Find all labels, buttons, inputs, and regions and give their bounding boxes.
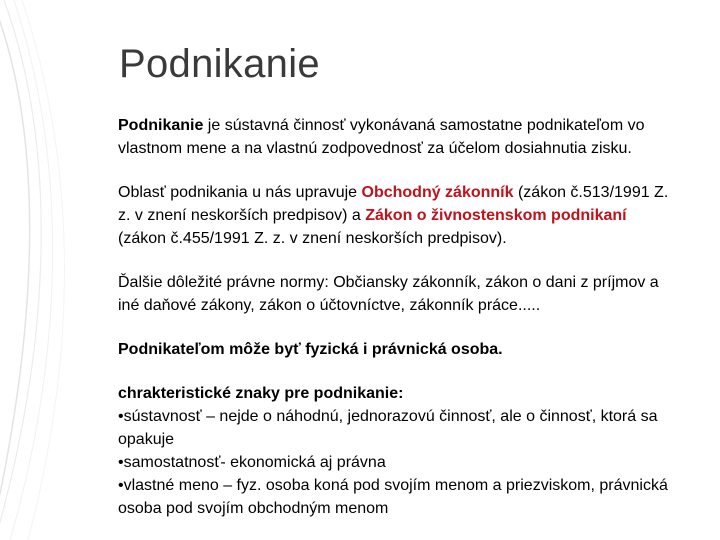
slide-body xyxy=(118,114,678,520)
list-item: •samostatnosť- ekonomická aj právna xyxy=(118,454,386,471)
characteristics-list xyxy=(118,382,678,520)
other-norms-paragraph: Ďalšie dôležité právne normy: Občiansky zákonník, zákon o dani z príjmov a iné daňové zákony, zákon o účtovníctve, zákonník práce..... xyxy=(118,274,659,314)
term-bold: Podnikanie xyxy=(118,117,204,134)
characteristics-heading-text: chrakteristické znaky pre podnikanie: xyxy=(118,385,404,402)
characteristics-heading xyxy=(118,382,678,405)
entrepreneur-paragraph xyxy=(118,338,678,361)
slide-title: Podnikanie xyxy=(119,42,320,86)
list-item: •vlastné meno – fyz. osoba koná pod svojím menom a priezviskom, právnická osoba pod svojím obchodným menom xyxy=(118,477,668,517)
legislation-text-1: Oblasť podnikania u nás upravuje xyxy=(118,184,362,201)
zivnostensky-zakon-highlight: Zákon o živnostenskom podnikaní xyxy=(365,207,627,224)
entrepreneur-bold: Podnikateľom môže byť fyzická i právnická osoba. xyxy=(118,341,503,358)
legislation-text-2: (zákon č.513/1991 Z. z. v znení neskorších predpisov) a xyxy=(118,184,669,224)
obchodny-zakonnik-highlight: Obchodný zákonník xyxy=(361,184,514,201)
definition-paragraph xyxy=(118,114,678,160)
legislation-paragraph xyxy=(118,181,678,250)
definition-text: je sústavná činnosť vykonávaná samostatne podnikateľom vo vlastnom mene a na vlastnú zodpovednosť za účelom dosiahnutia zisku. xyxy=(118,117,645,157)
list-item: •sústavnosť – nejde o náhodnú, jednorazovú činnosť, ale o činnosť, ktorá sa opakuje xyxy=(118,408,658,448)
legislation-text-3: (zákon č.455/1991 Z. z. v znení neskorších predpisov). xyxy=(118,230,507,247)
